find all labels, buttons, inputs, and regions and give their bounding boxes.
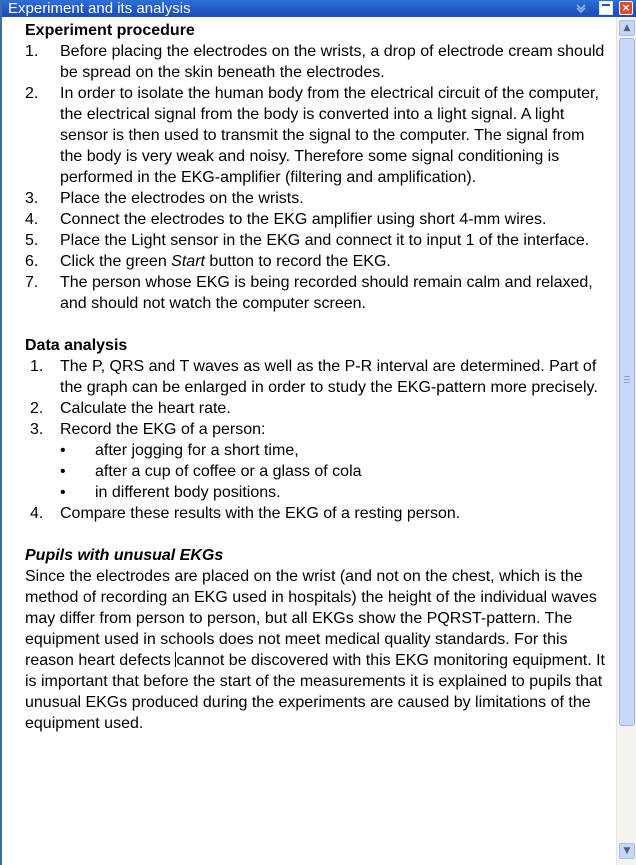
chevron-down-icon[interactable] [574,1,588,15]
start-label: Start [171,253,205,270]
procedure-list [25,41,610,314]
bullet-item [25,440,610,461]
item-number: 1. [30,358,44,375]
bullet-marker: • [60,442,66,459]
item-text: Calculate the heart rate. [60,400,231,417]
unusual-heading: Pupils with unusual EKGs [25,547,224,564]
item-text-start: Click the green [60,253,172,270]
list-item [25,272,610,314]
item-text: Place the electrodes on the wrists. [60,190,304,207]
bullet-text: in different body positions. [95,484,281,501]
list-item [25,230,610,251]
chevron-down-icon-graphic [574,1,588,15]
item-text: The person whose EKG is being recorded should remain calm and relaxed, and should not watch the computer screen. [60,274,593,312]
list-item [25,503,610,524]
list-item [25,419,610,440]
list-item [25,209,610,230]
title-bar[interactable] [2,0,636,17]
document-text [25,20,610,734]
restore-button[interactable] [599,1,613,15]
bullet-text: after jogging for a short time, [95,442,299,459]
bullet-item [25,482,610,503]
spacer [25,524,610,545]
item-number: 6. [25,253,39,270]
analysis-list [25,356,610,524]
list-item [25,83,610,188]
list-item [25,398,610,419]
arrow-up-icon[interactable]: ▲ [619,20,635,36]
unusual-paragraph[interactable] [25,566,610,734]
list-item [25,188,610,209]
item-text: The P, QRS and T waves as well as the P-R interval are determined. Part of the graph can be enlarged in order to study the EKG-pattern more precisely. [60,358,598,396]
item-number: 5. [25,232,39,249]
item-number: 2. [25,85,39,102]
spacer [25,314,610,335]
item-text: In order to isolate the human body from the electrical circuit of the computer, the electrical signal from the body is converted into a light signal. A light sensor is then used to transmit the signal to the computer. The signal from the body is very weak and noisy. Therefore some signal conditioning is performed in the EKG-amplifier (filtering and amplification). [60,85,599,186]
bullet-item [25,461,610,482]
paragraph-text-end: cannot be discovered with this EKG monitoring equipment. It is important that before the start of the measurements it is explained to pupils that unusual EKGs produced during the experiments are caused by limitations of the equipment used. [25,652,605,732]
bullet-text: after a cup of coffee or a glass of cola [95,463,362,480]
arrow-down-icon[interactable]: ▼ [619,843,635,859]
item-text: Compare these results with the EKG of a resting person. [60,505,461,522]
bullet-marker: • [60,463,66,480]
window-title: Experiment and its analysis [8,0,191,17]
item-text-end: button to record the EKG. [204,253,391,270]
item-number: 4. [25,211,39,228]
item-number: 3. [30,421,44,438]
close-button[interactable]: × [619,1,633,15]
bullet-marker: • [60,484,66,501]
item-text: Before placing the electrodes on the wrists, a drop of electrode cream should be spread on the skin beneath the electrodes. [60,43,605,81]
vertical-scrollbar[interactable] [616,17,636,865]
paragraph-text-start: Since the electrodes are placed on the wrist (and not on the chest, which is the method of recording an EKG used in hospitals) the height of the individual waves may differ from person to person, but all EKGs show the PQRST-pattern. The equipment used in schools does not meet medical quality standards. For this reason heart defects [25,568,597,669]
item-number: 1. [25,43,39,60]
list-item [25,251,610,272]
item-text: Connect the electrodes to the EKG amplifier using short 4-mm wires. [60,211,547,228]
item-number: 3. [25,190,39,207]
item-number: 7. [25,274,39,291]
scroll-thumb[interactable] [619,38,635,726]
list-item [25,356,610,398]
analysis-heading: Data analysis [25,337,128,354]
item-text: Place the Light sensor in the EKG and connect it to input 1 of the interface. [60,232,590,249]
item-number: 4. [30,505,44,522]
procedure-heading: Experiment procedure [25,22,195,39]
item-number: 2. [30,400,44,417]
content-area [4,17,616,865]
item-text: Record the EKG of a person: [60,421,266,438]
grip-icon [624,376,630,383]
list-item [25,41,610,83]
